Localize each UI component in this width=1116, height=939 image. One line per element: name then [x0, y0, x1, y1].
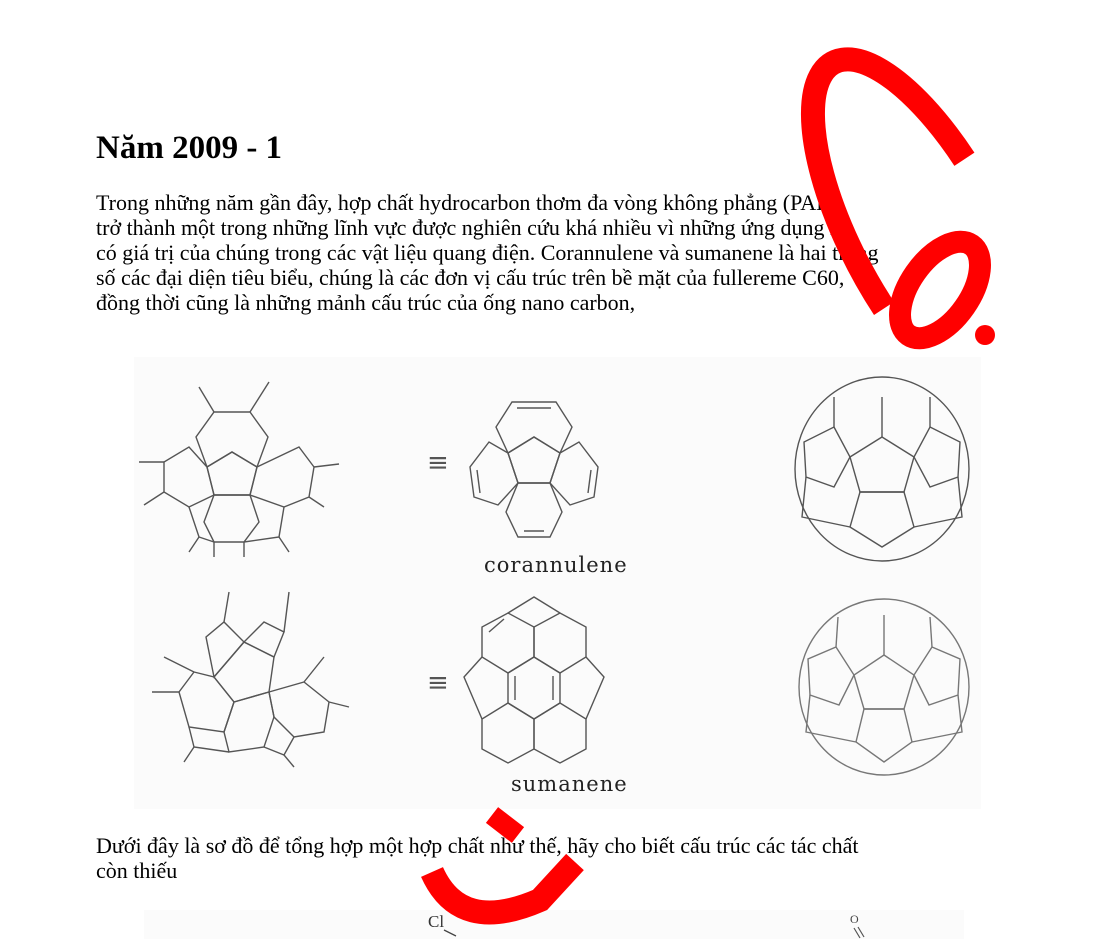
- intro-line: số các đại diện tiêu biểu, chúng là các đơn vị cấu trúc trên bề mặt của fullereme C60,: [96, 265, 845, 290]
- chlorine-label: Cl: [428, 912, 445, 931]
- intro-paragraph: [96, 190, 1026, 315]
- watermark-dots: [975, 325, 995, 345]
- intro-line: đồng thời cũng là những mảnh cấu trúc của ống nano carbon,: [96, 290, 636, 315]
- sumanene-structure: [464, 597, 604, 763]
- sumanene-label: sumanene: [511, 772, 628, 796]
- intro-line: có giá trị của chúng trong các vật liệu quang điện. Corannulene và sumanene là hai trong: [96, 240, 879, 265]
- corannulene-label: corannulene: [484, 553, 628, 577]
- fullerene-c60-bottom: [799, 599, 969, 775]
- equiv-symbol: ≡: [427, 668, 449, 698]
- oxygen-label: O: [850, 912, 859, 926]
- question-line: Dưới đây là sơ đồ để tổng hợp một hợp chất như thế, hãy cho biết cấu trúc các tác chất: [96, 833, 859, 858]
- synthesis-scheme: [144, 910, 964, 939]
- equiv-symbol: ≡: [427, 448, 449, 478]
- sumanene-skeleton: [152, 592, 349, 767]
- intro-line: trở thành một trong những lĩnh vực được nghiên cứu khá nhiều vì những ứng dụng rất: [96, 215, 854, 240]
- structures-drawing: [134, 357, 981, 809]
- corannulene-skeleton: [139, 382, 339, 557]
- fullerene-c60-top: [795, 377, 969, 561]
- scheme-bonds: [144, 910, 964, 939]
- question-paragraph: [96, 833, 1026, 883]
- pah-structures-figure: [134, 357, 981, 809]
- corannulene-structure: [470, 402, 598, 537]
- intro-line: Trong những năm gần đây, hợp chất hydrocarbon thơm đa vòng không phẳng (PAH): [96, 190, 840, 215]
- section-heading: Năm 2009 - 1: [96, 130, 283, 166]
- question-line: còn thiếu: [96, 858, 178, 883]
